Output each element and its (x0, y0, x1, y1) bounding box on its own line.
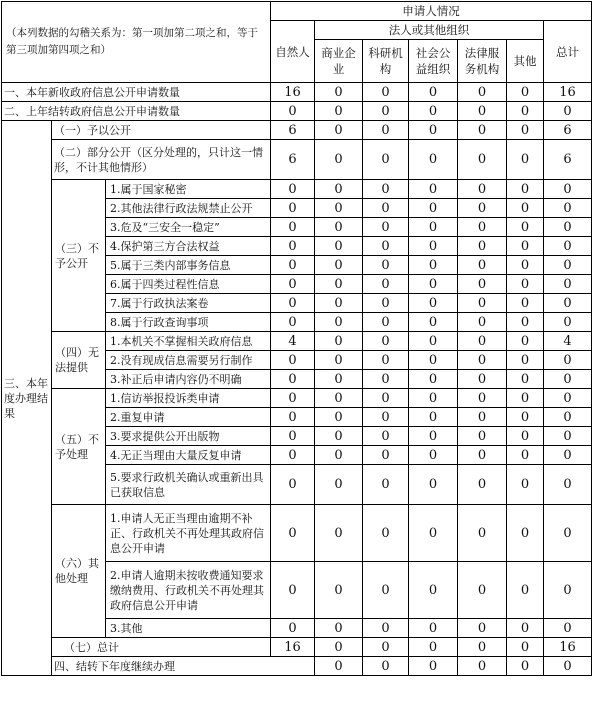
value-cell: 0 (458, 332, 507, 351)
value-cell: 0 (363, 408, 409, 427)
row-label: 3.补正后申请内容仍不明确 (106, 370, 271, 389)
value-cell: 0 (315, 218, 363, 237)
value-cell: 16 (544, 638, 592, 657)
value-cell: 0 (363, 121, 409, 140)
value-cell: 0 (315, 562, 363, 619)
value-cell: 0 (507, 121, 544, 140)
row-label: （二）部分公开（区分处理的，只计这一情形，不计其他情形） (52, 140, 271, 180)
table-row (2, 389, 592, 408)
value-cell: 0 (409, 199, 458, 218)
value-cell: 0 (315, 332, 363, 351)
value-cell: 16 (271, 83, 315, 102)
row-label: 2.没有现成信息需要另行制作 (106, 351, 271, 370)
value-cell: 0 (507, 294, 544, 313)
value-cell: 0 (409, 237, 458, 256)
value-cell: 0 (363, 351, 409, 370)
value-cell: 0 (458, 83, 507, 102)
value-cell: 0 (409, 256, 458, 275)
value-cell: 6 (544, 121, 592, 140)
value-cell: 0 (363, 465, 409, 505)
value-cell: 0 (507, 237, 544, 256)
value-cell: 0 (458, 562, 507, 619)
row-label: 3.要求提供公开出版物 (106, 427, 271, 446)
other-header: 其他 (507, 40, 544, 83)
value-cell: 0 (507, 313, 544, 332)
value-cell: 0 (271, 199, 315, 218)
value-cell: 16 (271, 638, 315, 657)
value-cell: 0 (271, 619, 315, 638)
value-cell: 6 (271, 140, 315, 180)
value-cell: 0 (507, 275, 544, 294)
value-cell: 0 (409, 446, 458, 465)
row-label: 7.属于行政执法案卷 (106, 294, 271, 313)
value-cell: 0 (409, 351, 458, 370)
value-cell: 0 (544, 180, 592, 199)
value-cell: 0 (271, 275, 315, 294)
value-cell: 0 (363, 294, 409, 313)
value-cell: 0 (458, 638, 507, 657)
value-cell: 0 (544, 351, 592, 370)
row-label: （一）予以公开 (52, 121, 271, 140)
row-label: 8.属于行政查询事项 (106, 313, 271, 332)
row-label: 3.其他 (106, 619, 271, 638)
value-cell: 0 (507, 218, 544, 237)
value-cell: 0 (507, 389, 544, 408)
value-cell: 0 (271, 446, 315, 465)
value-cell: 0 (409, 657, 458, 676)
value-cell: 0 (271, 562, 315, 619)
value-cell: 0 (409, 389, 458, 408)
value-cell: 0 (458, 427, 507, 446)
value-cell: 0 (544, 199, 592, 218)
row-label: 一、本年新收政府信息公开申请数量 (2, 83, 271, 102)
value-cell: 0 (544, 313, 592, 332)
value-cell: 0 (271, 427, 315, 446)
value-cell: 0 (409, 562, 458, 619)
value-cell: 0 (409, 408, 458, 427)
value-cell: 0 (544, 657, 592, 676)
value-cell: 0 (315, 294, 363, 313)
value-cell: 0 (544, 256, 592, 275)
value-cell: 0 (315, 83, 363, 102)
value-cell: 0 (315, 389, 363, 408)
value-cell: 0 (363, 505, 409, 562)
row-label: 2.重复申请 (106, 408, 271, 427)
row-label: 5.要求行政机关确认或重新出具已获取信息 (106, 465, 271, 505)
value-cell: 0 (315, 465, 363, 505)
social-welfare-header: 社会公益组织 (409, 40, 458, 83)
value-cell: 0 (315, 121, 363, 140)
value-cell: 0 (507, 180, 544, 199)
value-cell: 0 (363, 446, 409, 465)
row-label: 1.信访举报投诉类申请 (106, 389, 271, 408)
value-cell: 0 (544, 505, 592, 562)
value-cell: 0 (315, 180, 363, 199)
value-cell: 0 (271, 408, 315, 427)
row-label: 2.其他法律行政法规禁止公开 (106, 199, 271, 218)
value-cell: 0 (409, 427, 458, 446)
value-cell: 0 (315, 619, 363, 638)
value-cell: 0 (271, 256, 315, 275)
value-cell: 0 (271, 505, 315, 562)
value-cell: 6 (544, 140, 592, 180)
value-cell: 0 (458, 446, 507, 465)
value-cell: 0 (458, 140, 507, 180)
value-cell: 0 (363, 140, 409, 180)
row-label: 四、结转下年度继续办理 (52, 657, 315, 676)
value-cell: 0 (507, 83, 544, 102)
value-cell: 0 (507, 638, 544, 657)
value-cell: 0 (363, 313, 409, 332)
value-cell: 0 (409, 218, 458, 237)
table-row (2, 180, 592, 199)
value-cell: 0 (363, 218, 409, 237)
value-cell: 0 (458, 121, 507, 140)
value-cell: 0 (409, 619, 458, 638)
value-cell: 0 (544, 427, 592, 446)
value-cell: 0 (507, 562, 544, 619)
value-cell: 0 (315, 256, 363, 275)
table-row (2, 505, 592, 562)
value-cell: 0 (507, 351, 544, 370)
value-cell: 0 (409, 275, 458, 294)
group-label: （三）不予公开 (52, 180, 106, 332)
row-label: 2.申请人逾期未按收费通知要求缴纳费用、行政机关不再处理其政府信息公开申请 (106, 562, 271, 619)
value-cell: 0 (271, 389, 315, 408)
value-cell: 0 (507, 199, 544, 218)
disclosure-statistics-table (1, 1, 592, 676)
value-cell: 0 (409, 140, 458, 180)
value-cell: 0 (363, 180, 409, 199)
value-cell: 0 (315, 657, 363, 676)
value-cell: 0 (315, 313, 363, 332)
value-cell: 0 (363, 657, 409, 676)
business-header: 商业企业 (315, 40, 363, 83)
table-row (2, 657, 592, 676)
table-row (2, 332, 592, 351)
value-cell: 0 (544, 562, 592, 619)
value-cell: 0 (315, 427, 363, 446)
row-label: 4.保护第三方合法权益 (106, 237, 271, 256)
row-label: 3.危及“三安全一稳定” (106, 218, 271, 237)
value-cell: 0 (544, 102, 592, 121)
value-cell: 0 (544, 408, 592, 427)
value-cell: 0 (458, 218, 507, 237)
value-cell: 0 (315, 638, 363, 657)
value-cell: 6 (271, 121, 315, 140)
value-cell: 0 (458, 657, 507, 676)
value-cell: 0 (507, 140, 544, 180)
row-label: 1.属于国家秘密 (106, 180, 271, 199)
value-cell: 0 (363, 237, 409, 256)
value-cell: 0 (458, 389, 507, 408)
table-row (2, 140, 592, 180)
value-cell: 4 (271, 332, 315, 351)
value-cell: 0 (544, 465, 592, 505)
value-cell: 0 (315, 237, 363, 256)
value-cell: 0 (507, 619, 544, 638)
value-cell: 0 (363, 638, 409, 657)
value-cell: 0 (363, 256, 409, 275)
value-cell: 0 (544, 275, 592, 294)
value-cell: 0 (458, 275, 507, 294)
value-cell: 0 (363, 83, 409, 102)
group-label: （四）无法提供 (52, 332, 106, 389)
value-cell: 0 (458, 313, 507, 332)
value-cell: 0 (544, 446, 592, 465)
value-cell: 0 (271, 351, 315, 370)
value-cell: 4 (544, 332, 592, 351)
value-cell: 0 (315, 370, 363, 389)
row-label: 5.属于三类内部事务信息 (106, 256, 271, 275)
value-cell: 0 (458, 180, 507, 199)
value-cell: 0 (507, 332, 544, 351)
research-header: 科研机构 (363, 40, 409, 83)
value-cell: 0 (315, 199, 363, 218)
value-cell: 0 (409, 180, 458, 199)
value-cell: 0 (409, 465, 458, 505)
value-cell: 0 (315, 408, 363, 427)
value-cell: 0 (507, 446, 544, 465)
value-cell: 0 (507, 408, 544, 427)
value-cell: 0 (458, 199, 507, 218)
table-row (2, 83, 592, 102)
natural-person-header: 自然人 (271, 21, 315, 83)
table-row (2, 638, 592, 657)
value-cell: 0 (363, 427, 409, 446)
value-cell: 0 (544, 370, 592, 389)
value-cell: 0 (409, 121, 458, 140)
value-cell: 0 (409, 313, 458, 332)
value-cell: 0 (271, 218, 315, 237)
value-cell: 0 (363, 199, 409, 218)
value-cell: 0 (544, 218, 592, 237)
value-cell: 0 (544, 619, 592, 638)
value-cell: 0 (363, 619, 409, 638)
value-cell: 0 (271, 237, 315, 256)
table-row (2, 121, 592, 140)
value-cell: 0 (458, 465, 507, 505)
value-cell: 0 (409, 83, 458, 102)
table-row (2, 102, 592, 121)
group-label: （六）其他处理 (52, 505, 106, 638)
value-cell: 0 (544, 237, 592, 256)
legal-other-header: 法人或其他组织 (315, 21, 544, 40)
value-cell: 16 (544, 83, 592, 102)
value-cell: 0 (363, 389, 409, 408)
value-cell: 0 (271, 102, 315, 121)
value-cell: 0 (409, 332, 458, 351)
value-cell: 0 (315, 102, 363, 121)
row-label: 1.申请人无正当理由逾期不补正、行政机关不再处理其政府信息公开申请 (106, 505, 271, 562)
value-cell: 0 (315, 140, 363, 180)
value-cell: 0 (315, 351, 363, 370)
row-label: 4.无正当理由大量反复申请 (106, 446, 271, 465)
value-cell: 0 (458, 619, 507, 638)
value-cell: 0 (409, 102, 458, 121)
value-cell: 0 (271, 370, 315, 389)
value-cell: 0 (363, 562, 409, 619)
value-cell: 0 (458, 256, 507, 275)
value-cell: 0 (409, 505, 458, 562)
value-cell: 0 (409, 638, 458, 657)
value-cell: 0 (458, 102, 507, 121)
value-cell: 0 (544, 389, 592, 408)
row-label: 二、上年结转政府信息公开申请数量 (2, 102, 271, 121)
value-cell: 0 (315, 275, 363, 294)
row-label: （七）总计 (52, 638, 271, 657)
value-cell: 0 (507, 427, 544, 446)
table-note: （本列数据的勾稽关系为：第一项加第二项之和，等于第三项加第四项之和） (2, 2, 271, 83)
legal-service-header: 法律服务机构 (458, 40, 507, 83)
value-cell: 0 (458, 370, 507, 389)
row-label: 6.属于四类过程性信息 (106, 275, 271, 294)
value-cell: 0 (271, 294, 315, 313)
value-cell: 0 (363, 332, 409, 351)
value-cell: 0 (409, 294, 458, 313)
value-cell: 0 (363, 275, 409, 294)
value-cell: 0 (458, 408, 507, 427)
value-cell: 0 (458, 351, 507, 370)
value-cell: 0 (507, 657, 544, 676)
value-cell: 0 (271, 313, 315, 332)
value-cell: 0 (271, 180, 315, 199)
value-cell: 0 (458, 237, 507, 256)
group-label: （五）不予处理 (52, 389, 106, 505)
value-cell: 0 (507, 370, 544, 389)
value-cell: 0 (507, 505, 544, 562)
applicant-situation-header: 申请人情况 (271, 2, 592, 21)
value-cell: 0 (544, 294, 592, 313)
value-cell: 0 (458, 505, 507, 562)
value-cell: 0 (458, 294, 507, 313)
value-cell: 0 (507, 465, 544, 505)
total-header: 总计 (544, 21, 592, 83)
value-cell: 0 (507, 102, 544, 121)
value-cell: 0 (409, 370, 458, 389)
value-cell: 0 (363, 102, 409, 121)
value-cell: 0 (363, 370, 409, 389)
value-cell: 0 (507, 256, 544, 275)
value-cell: 0 (271, 465, 315, 505)
value-cell: 0 (315, 505, 363, 562)
section-three-label: 三、本年度办理结果 (2, 121, 52, 676)
value-cell: 0 (315, 446, 363, 465)
row-label: 1.本机关不掌握相关政府信息 (106, 332, 271, 351)
